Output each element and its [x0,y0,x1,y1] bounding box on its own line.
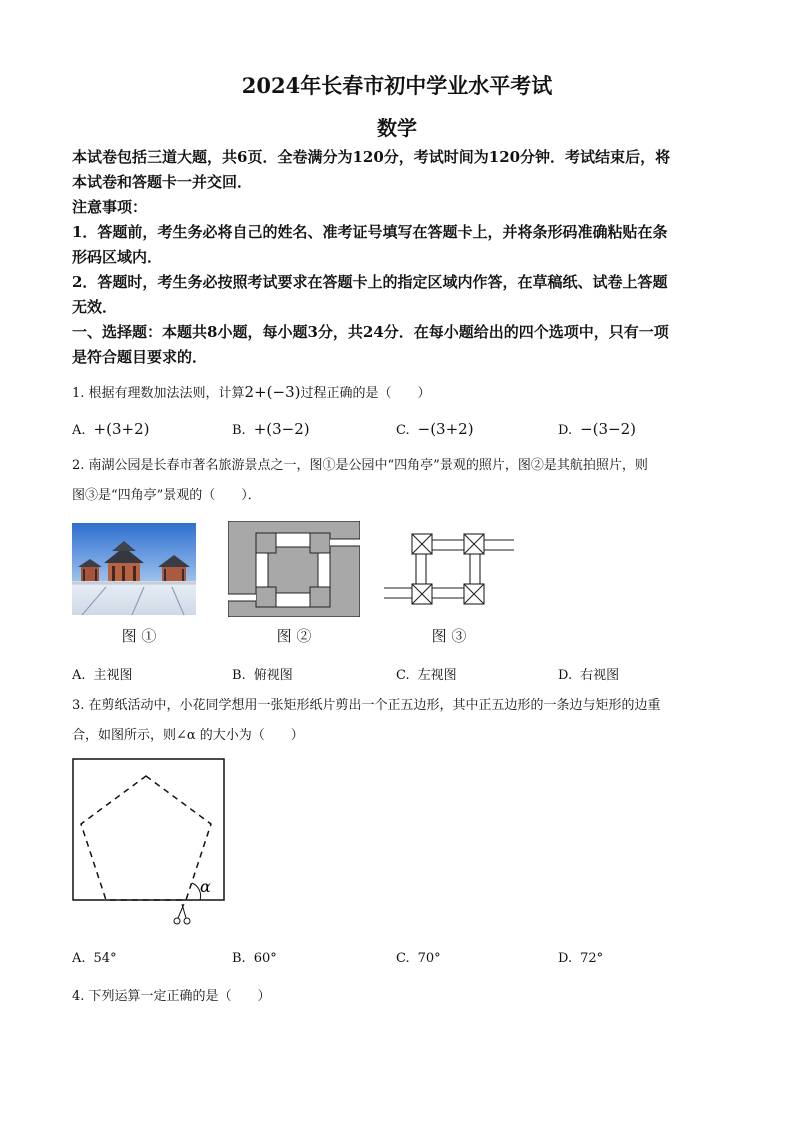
question-2-option-d[interactable] [558,664,619,683]
question-4-line: 4. 下列运算一定正确的是（ ） [72,989,271,1004]
question-1-option-d[interactable] [558,420,636,438]
corner-pavilion-br [310,587,330,607]
railing [72,581,196,585]
dashed-pentagon [81,776,211,900]
option-text: 72° [580,951,604,966]
option-text: −(3+2) [417,420,474,438]
question-3-option-a[interactable] [72,951,117,966]
notice-1-line-2: 形码区域内． [72,248,163,266]
question-1-option-a[interactable] [72,420,149,438]
question-2-line-1: 2. 南湖公园是长春市著名旅游景点之一，图①是公园中“四角亭”景观的照片，图②是其航拍照片，则 [72,458,648,473]
question-4-stem [72,982,722,1012]
question-3-line-1: 3. 在剪纸活动中，小花同学想用一张矩形纸片剪出一个正五边形，其中正五边形的一条边与矩形的边重 [72,698,661,713]
notice-title: 注意事项： [72,198,148,216]
question-2-stem [72,451,722,511]
pentagon-figure [72,758,226,934]
left-connector [416,554,426,584]
option-text: 54° [93,951,117,966]
inner-courtyard [268,547,318,593]
question-3-options [72,951,722,973]
corner-pavilion-bl [256,587,276,607]
caption-figure-2: 图 ② [276,627,312,645]
view-diagram-figure [384,528,516,610]
section-1-heading-line-2: 是符合题目要求的． [72,348,208,366]
question-2-option-a[interactable] [72,664,133,683]
aerial-view-figure [228,521,360,617]
bottom-connector [432,588,464,598]
alpha-label: α [200,877,211,896]
option-text: 右视图 [580,668,620,683]
question-3-option-b[interactable] [232,951,277,966]
option-text: 左视图 [417,668,457,683]
bottom-channel-fill [228,594,256,601]
question-2-options [72,664,722,686]
intro-line-1: 本试卷包括三道大题，共6页．全卷满分为120分，考试时间为120分钟．考试结束后，将 [72,148,671,166]
option-text: 俯视图 [253,668,293,683]
option-label: C. [396,423,410,438]
question-1-option-c[interactable] [396,420,474,438]
question-3-option-c[interactable] [396,951,441,966]
question-1-option-b[interactable] [232,420,310,438]
question-1-stem [72,377,722,409]
caption-figure-1: 图 ① [121,627,157,645]
question-1-text-before: 1. 根据有理数加法法则，计算 [72,386,245,401]
option-text: +(3−2) [253,420,310,438]
option-text: −(3−2) [580,420,637,438]
corner-pavilion-tr [310,533,330,553]
question-3-line-2: 合，如图所示，则∠α 的大小为（ ） [72,728,304,743]
option-label: B. [232,423,246,438]
top-right-extension [484,540,514,550]
top-connector [432,540,464,550]
question-1-options [72,420,722,442]
question-2-option-c[interactable] [396,664,457,683]
option-label: A. [72,951,86,966]
option-label: B. [232,951,246,966]
notice-1-line-1: 1．答题前，考生务必将自己的姓名、准考证号填写在答题卡上，并将条形码准确粘贴在条 [72,223,668,241]
option-label: C. [396,668,410,683]
option-label: D. [558,668,573,683]
option-label: C. [396,951,410,966]
caption-figure-3: 图 ③ [431,627,467,645]
question-3-option-d[interactable] [558,951,603,966]
question-1-expression: 2+(−3) [244,383,301,401]
option-label: A. [72,668,86,683]
question-2-line-2: 图③是“四角亭”景观的（ ）． [72,488,261,503]
option-label: B. [232,668,246,683]
section-1-heading-line-1: 一、选择题：本题共8小题，每小题3分，共24分．在每小题给出的四个选项中，只有一项 [72,323,669,341]
bottom-left-extension [384,588,412,598]
right-connector [470,554,480,584]
scissors-icon [174,904,190,924]
exam-subject: 数学 [377,116,417,140]
pavilion-photo [72,523,196,615]
question-3-stem [72,691,722,751]
option-text: +(3+2) [93,420,150,438]
question-2-option-b[interactable] [232,664,293,683]
option-label: D. [558,423,573,438]
notice-2-line-1: 2．答题时，考生务必按照考试要求在答题卡上的指定区域内作答，在草稿纸、试卷上答题 [72,273,668,291]
intro-line-2: 本试卷和答题卡一并交回． [72,173,253,191]
exam-title: 2024年长春市初中学业水平考试 [241,73,553,98]
top-channel-fill [330,539,360,546]
option-text: 70° [417,951,441,966]
option-label: D. [558,951,573,966]
option-label: A. [72,423,86,438]
notice-2-line-2: 无效． [72,298,118,316]
option-text: 主视图 [93,668,133,683]
exam-instructions [72,145,722,370]
question-1-text-after: 过程正确的是（ ） [300,386,431,401]
option-text: 60° [253,951,277,966]
corner-pavilion-tl [256,533,276,553]
